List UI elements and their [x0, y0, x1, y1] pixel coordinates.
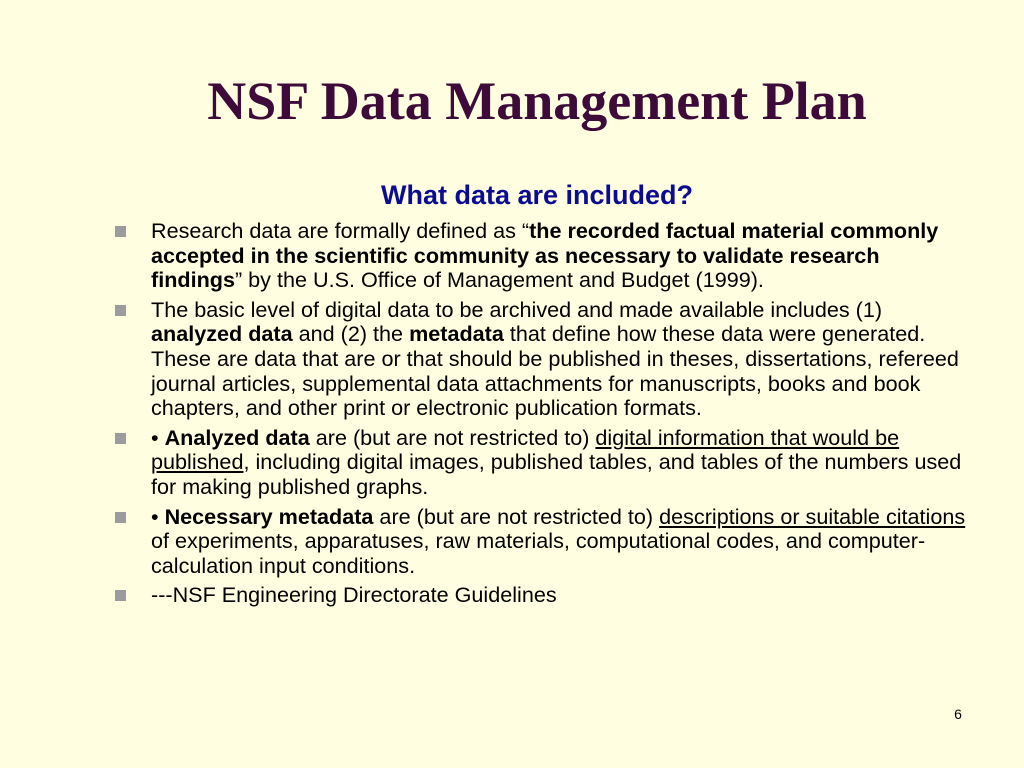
page-number: 6 — [954, 706, 962, 722]
bullet-text: , including digital images, published tables, and tables of the numbers used for making published graphs. — [151, 449, 962, 499]
bullet-item-source — [110, 583, 970, 608]
bullet-text: The basic level of digital data to be archived and made available includes (1) — [151, 296, 883, 322]
bullet-item-analyzed-data — [110, 426, 970, 500]
bullet-item-metadata — [110, 505, 970, 579]
square-bullet-icon — [115, 305, 126, 316]
slide-subtitle: What data are included? — [380, 180, 694, 210]
slide-title: NSF Data Management Plan — [207, 71, 867, 131]
square-bullet-icon — [115, 433, 126, 444]
bullet-text: and (2) the — [292, 321, 410, 347]
bullet-text: Research data are formally defined as “ — [151, 218, 530, 243]
bullet-underlined-text: digital information that would be published — [151, 424, 900, 475]
bullet-bold-text: analyzed data — [151, 321, 293, 347]
bullet-text: ” by the U.S. Office of Management and Budget (1999). — [234, 267, 764, 293]
bullet-bold-text: metadata — [409, 321, 504, 347]
bullet-bold-text: Necessary metadata — [164, 503, 374, 529]
bullet-underlined-text: descriptions or suitable citations — [659, 503, 966, 529]
bullet-text: are (but are not restricted to) — [373, 503, 660, 529]
bullet-text: that define how these data were generated. These are data that are or that should be published in theses, dissertations, refereed journal articles, supplemental data attachments for manuscripts, books and book chapters, and other print or electronic publication formats. — [151, 321, 959, 421]
bullet-text: are (but are not restricted to) — [309, 424, 596, 450]
bullet-text: of experiments, apparatuses, raw materials, computational codes, and computer-calculation input conditions. — [151, 528, 926, 578]
square-bullet-icon — [115, 512, 126, 523]
bullet-text: • — [151, 424, 165, 450]
bullet-bold-text: Analyzed data — [164, 424, 310, 450]
bullet-list — [110, 219, 970, 613]
bullet-text: • — [151, 503, 165, 529]
bullet-item-basic-level — [110, 298, 970, 421]
square-bullet-icon — [115, 226, 126, 237]
square-bullet-icon — [115, 590, 126, 601]
bullet-item-definition — [110, 219, 970, 293]
bullet-text: ---NSF Engineering Directorate Guidelines — [151, 582, 557, 608]
bullet-bold-text: the recorded factual material commonly accepted in the scientific community as necessary to validate research findings — [151, 218, 939, 293]
